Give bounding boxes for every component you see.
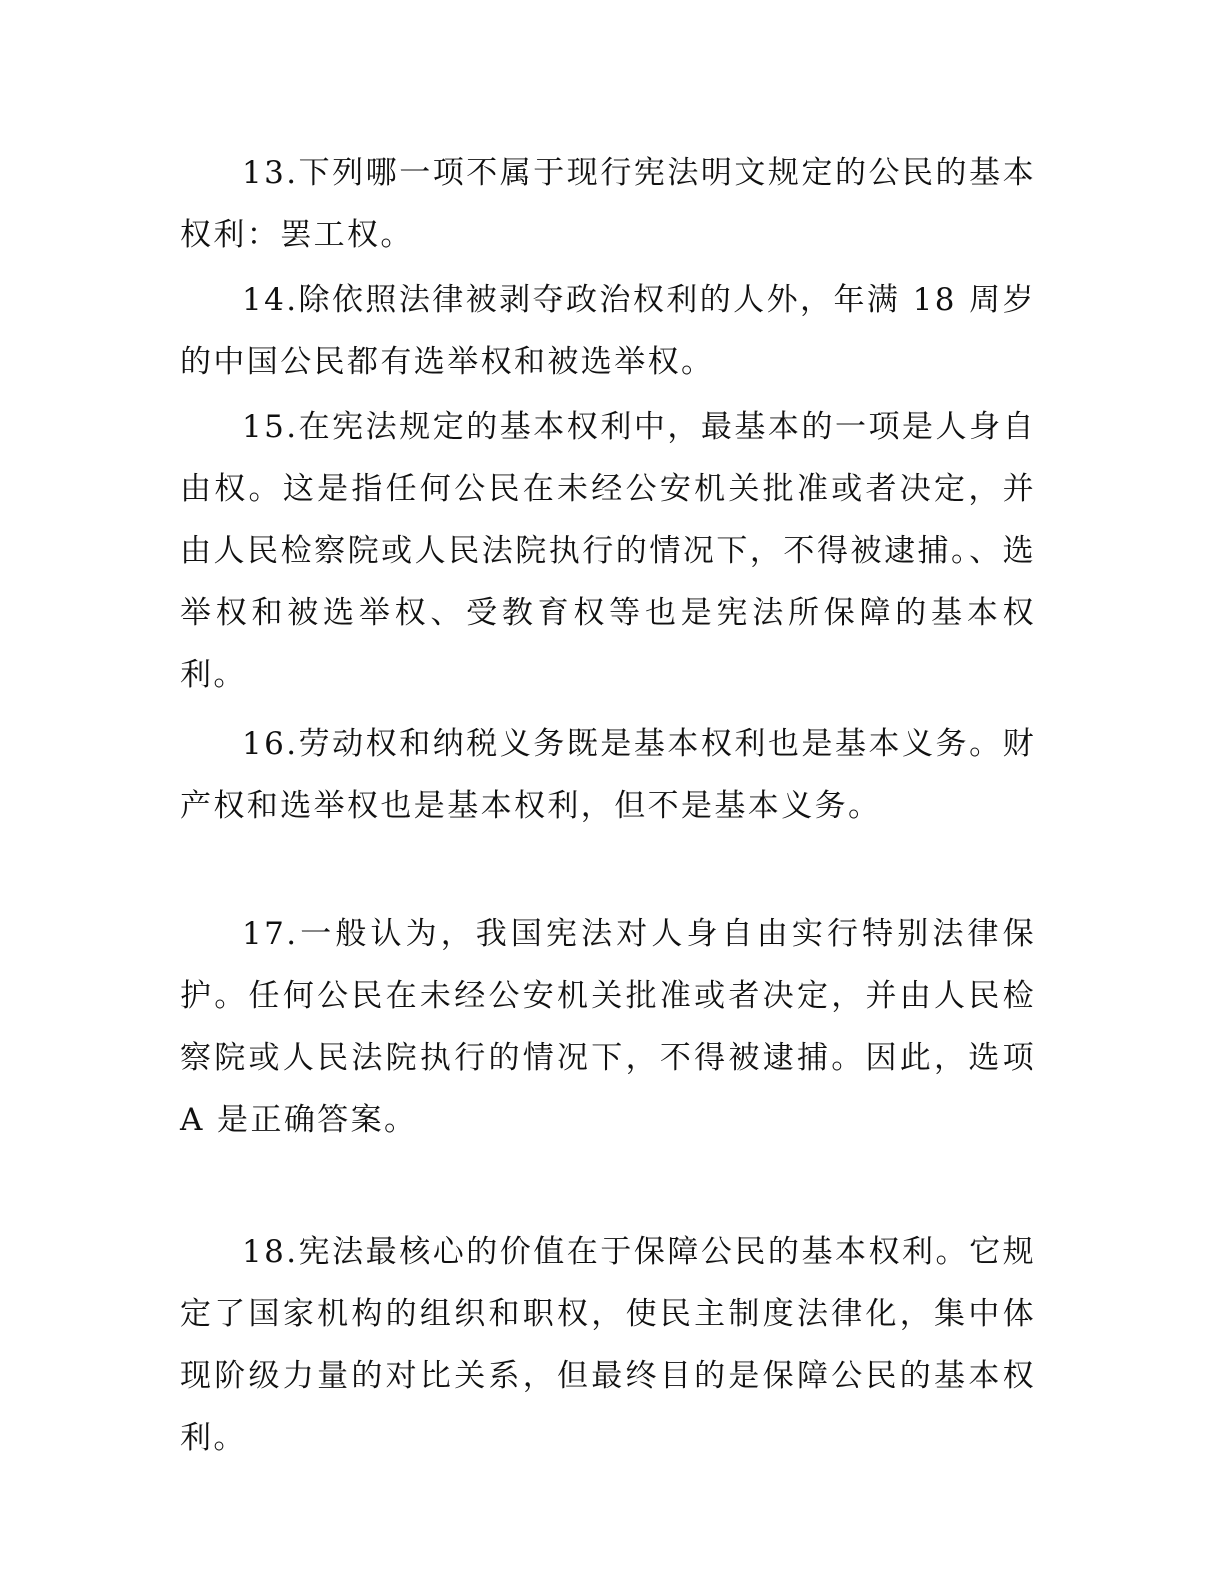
paragraph-13: 13.下列哪一项不属于现行宪法明文规定的公民的基本权利：罢工权。 bbox=[180, 155, 1036, 253]
paragraph-18: 18.宪法最核心的价值在于保障公民的基本权利。它规定了国家机构的组织和职权，使民主制度法律化，集中体现阶级力量的对比关系，但最终目的是保障公民的基本权利。 bbox=[180, 1234, 1036, 1456]
paragraph-16: 16.劳动权和纳税义务既是基本权利也是基本义务。财产权和选举权也是基本权利，但不是基本义务。 bbox=[180, 726, 1036, 824]
paragraph-14: 14.除依照法律被剥夺政治权利的人外，年满 18 周岁的中国公民都有选举权和被选举权。 bbox=[180, 282, 1036, 380]
paragraph-17: 17.一般认为，我国宪法对人身自由实行特别法律保护。任何公民在未经公安机关批准或者决定，并由人民检察院或人民法院执行的情况下，不得被逮捕。因此，选项 A 是正确答案。 bbox=[180, 916, 1036, 1138]
paragraph-15: 15.在宪法规定的基本权利中，最基本的一项是人身自由权。这是指任何公民在未经公安机关批准或者决定，并由人民检察院或人民法院执行的情况下，不得被逮捕。、选举权和被选举权、受教育权等也是宪法所保障的基本权利。 bbox=[180, 409, 1036, 693]
